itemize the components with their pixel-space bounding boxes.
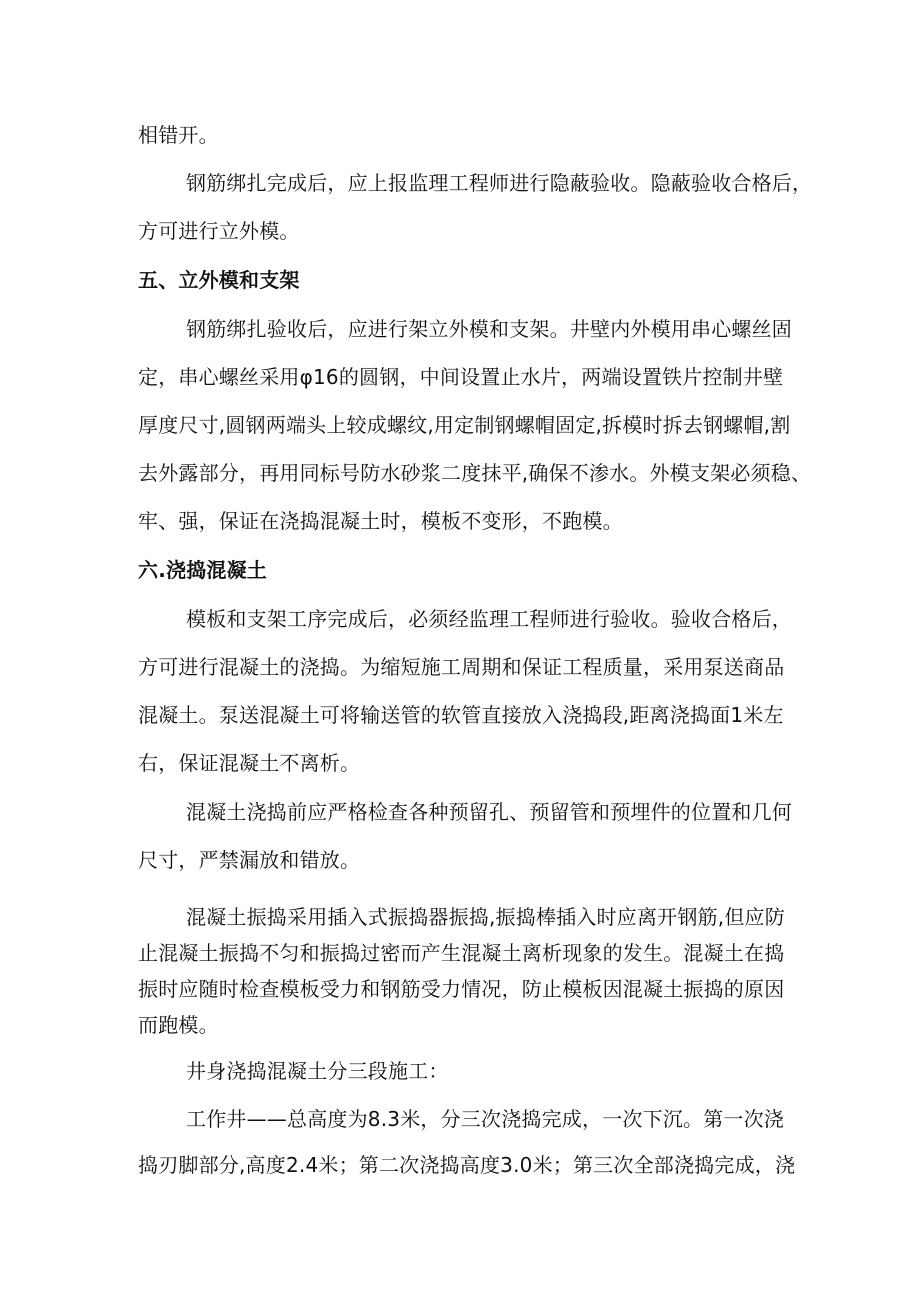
text-line: 井身浇捣混凝土分三段施工：	[186, 1059, 449, 1083]
text-line: 钢筋绑扎完成后，应上报监理工程师进行隐蔽验收。隐蔽验收合格后，	[186, 171, 813, 195]
text-line: 而跑模。	[138, 1013, 219, 1037]
text-line: 止混凝土振捣不匀和振捣过密而产生混凝土离析现象的发生。混凝土在捣	[138, 941, 785, 965]
text-line: 混凝土。泵送混凝土可将输送管的软管直接放入浇捣段,距离浇捣面1米左	[138, 703, 784, 727]
text-line: 工作井——总高度为8.3米，分三次浇捣完成，一次下沉。第一次浇	[186, 1107, 785, 1131]
text-line: 方可进行立外模。	[138, 219, 300, 243]
text-line: 振时应随时检查模板受力和钢筋受力情况，防止模板因混凝土振捣的原因	[138, 977, 785, 1001]
text-line: 混凝土浇捣前应严格检查各种预留孔、预留管和预埋件的位置和几何	[186, 800, 792, 824]
text-line: 尺寸，严禁漏放和错放。	[138, 848, 361, 872]
section-heading: 六.浇捣混凝土	[138, 558, 267, 582]
text-line: 牢、强，保证在浇捣混凝土时，模板不变形，不跑模。	[138, 509, 623, 533]
text-line: 右，保证混凝土不离析。	[138, 751, 361, 775]
text-line: 模板和支架工序完成后，必须经监理工程师进行验收。验收合格后，	[186, 607, 792, 631]
text-line: 去外露部分，再用同标号防水砂浆二度抹平,确保不渗水。外模支架必须稳、	[138, 461, 812, 485]
section-heading: 五、立外模和支架	[138, 268, 300, 292]
text-line: 捣刃脚部分,高度2.4米；第二次浇捣高度3.0米；第三次全部浇捣完成，浇	[138, 1153, 796, 1177]
text-line: 混凝土振捣采用插入式振捣器振捣,振捣棒插入时应离开钢筋,但应防	[186, 905, 785, 929]
text-line: 厚度尺寸,圆钢两端头上较成螺纹,用定制钢螺帽固定,拆模时拆去钢螺帽,割	[138, 413, 791, 437]
text-line: 相错开。	[138, 123, 219, 147]
text-line: 定，串心螺丝采用φ16的圆钢，中间设置止水片，两端设置铁片控制井壁	[138, 365, 784, 389]
text-line: 方可进行混凝土的浇捣。为缩短施工周期和保证工程质量，采用泵送商品	[138, 655, 785, 679]
text-line: 钢筋绑扎验收后，应进行架立外模和支架。井壁内外模用串心螺丝固	[186, 317, 792, 341]
